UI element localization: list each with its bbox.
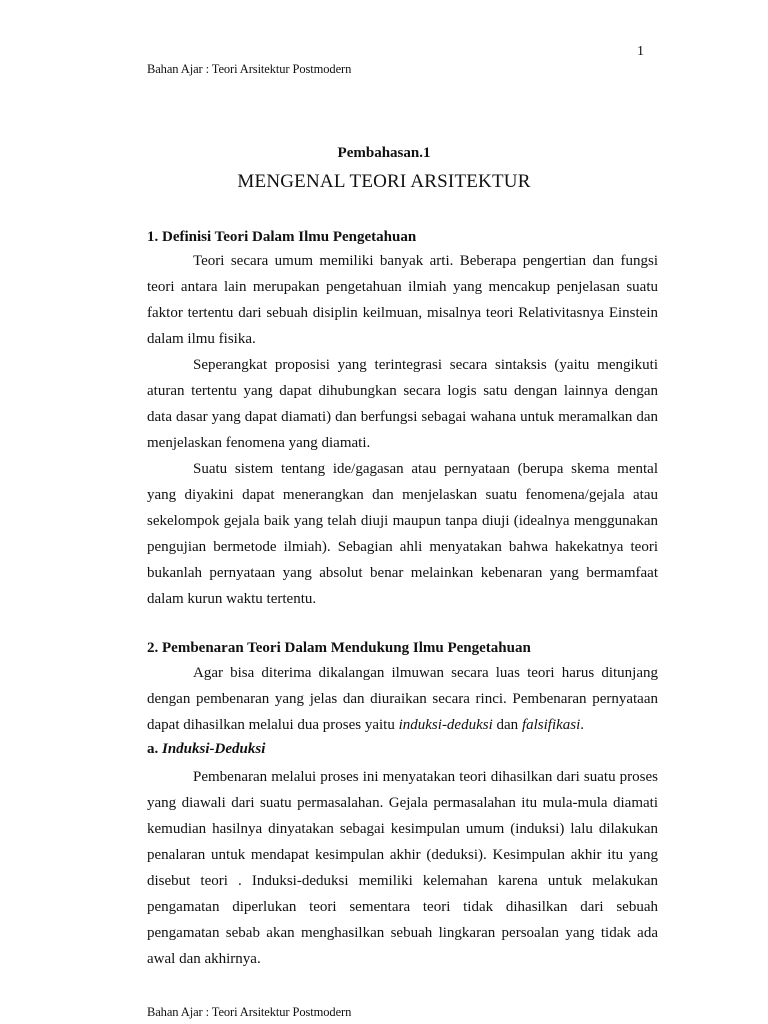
running-header: Bahan Ajar : Teori Arsitektur Postmodern — [147, 62, 352, 76]
section-1-paragraph-3: Suatu sistem tentang ide/gagasan atau pernyataan (berupa skema mental yang diyakini dapat menerangkan dan menjelaskan suatu fenomena/gejala atau sekelompok gejala baik yang telah diuji maupun tanpa diuji (idealnya menggunakan pengujian bermetode ilmiah). Sebagian ahli menyatakan bahwa hakekatnya teori bukanlah pernyataan yang absolut benar melainkan kebenaran yang bermamfaat dalam kurun waktu tertentu. — [147, 461, 658, 607]
section-2-intro — [147, 660, 658, 738]
intro-text-mid: dan — [492, 717, 522, 733]
page-title: MENGENAL TEORI ARSITEKTUR — [237, 171, 531, 192]
subsection-a-title: Induksi-Deduksi — [162, 741, 266, 757]
subsection-a-body — [147, 764, 658, 972]
term-falsifikasi: falsifikasi — [521, 717, 581, 733]
section-1-paragraph-2: Seperangkat proposisi yang terintegrasi secara sintaksis (yaitu mengikuti aturan tertentu yang dapat dihubungkan secara logis satu dengan lainnya dengan data dasar yang dapat diamati) dan berfungsi sebagai wahana untuk meramalkan dan menjelaskan fenomena yang diamati. — [147, 357, 658, 451]
intro-text-end: . — [580, 717, 585, 733]
subsection-a-prefix: a. — [147, 741, 162, 757]
term-induksi-deduksi: induksi-deduksi — [398, 717, 493, 733]
section-2-intro-paragraph — [147, 660, 658, 738]
running-footer: Bahan Ajar : Teori Arsitektur Postmodern — [147, 1005, 352, 1019]
section-1-heading: 1. Definisi Teori Dalam Ilmu Pengetahuan — [147, 229, 417, 245]
section-2-heading: 2. Pembenaran Teori Dalam Mendukung Ilmu Pengetahuan — [147, 640, 531, 656]
lesson-label: Pembahasan.1 — [337, 145, 431, 161]
intro-text-start: Agar bisa diterima dikalangan ilmuwan secara luas teori harus ditunjang dengan pembenaran yang jelas dan diuraikan secara rinci. Pembenaran pernyataan dapat dihasilkan melalui dua proses yaitu — [147, 665, 658, 733]
page-number: 1 — [637, 44, 644, 59]
subsection-a-heading — [147, 741, 265, 758]
section-1-body — [147, 248, 658, 612]
section-1-paragraph-1: Teori secara umum memiliki banyak arti. Beberapa pengertian dan fungsi teori antara lain merupakan pengetahuan ilmiah yang mencakup penjelasan suatu faktor tertentu dari sebuah disiplin keilmuan, misalnya teori Relativitasnya Einstein dalam ilmu fisika. — [147, 253, 658, 347]
subsection-a-paragraph: Pembenaran melalui proses ini menyatakan teori dihasilkan dari suatu proses yang diawali dari suatu permasalahan. Gejala permasalahan itu mula-mula diamati kemudian hasilnya dinyatakan sebagai kesimpulan umum (induksi) lalu dilakukan penalaran untuk mendapat kesimpulan akhir (deduksi). Kesimpulan akhir itu yang disebut teori . Induksi-deduksi memiliki kelemahan karena untuk melakukan pengamatan diperlukan teori sementara teori tidak dihasilkan dari sebuah pengamatan sebab akan menghasilkan sebuah lingkaran persoalan yang tidak ada awal dan akhirnya. — [147, 769, 658, 967]
